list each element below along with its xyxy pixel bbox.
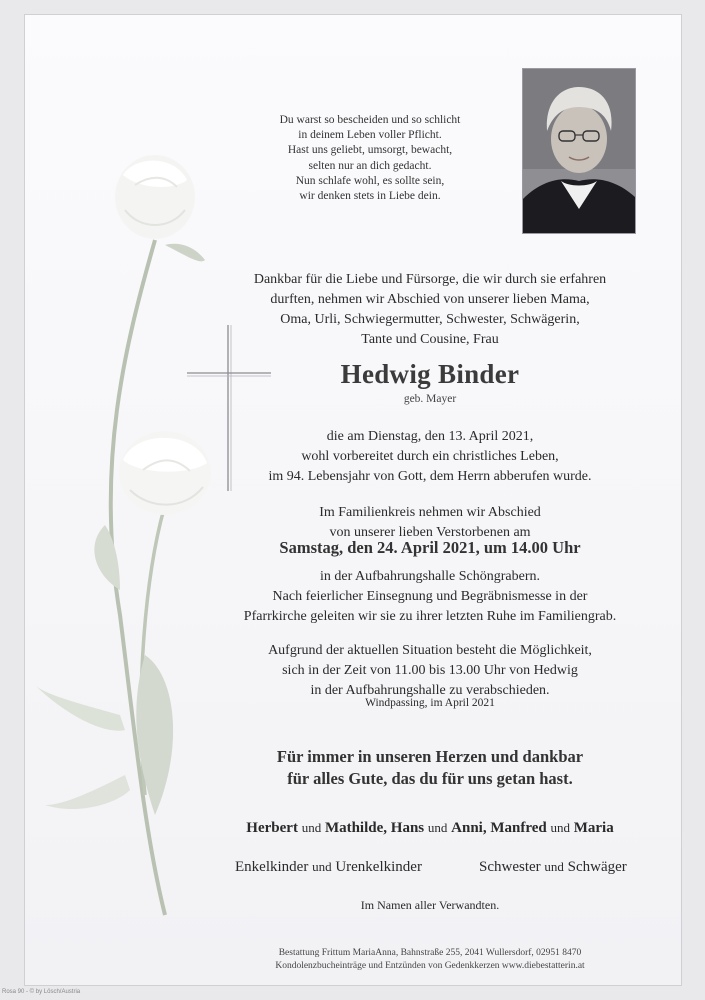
intro-text — [215, 270, 645, 350]
family-line: von unserer lieben Verstorbenen am — [329, 525, 531, 540]
death-line: die am Dienstag, den 13. April 2021, — [326, 429, 534, 444]
poem-line: selten nur an dich gedacht. — [308, 159, 432, 172]
death-notice — [215, 427, 645, 487]
poem-line: Du warst so bescheiden und so schlicht — [279, 114, 461, 126]
funeral-home-footer — [215, 947, 645, 973]
obituary-sheet — [24, 14, 682, 986]
situation-line: in der Aufbahrungshalle zu verabschieden. — [310, 683, 550, 698]
death-line: wohl vorbereitet durch ein christliches Leben, — [301, 449, 559, 464]
poem-line: in deinem Leben voller Pflicht. — [298, 129, 442, 142]
lower-rose — [119, 431, 211, 515]
conjunction: und — [544, 859, 564, 874]
situation-line: sich in der Zeit von 11.00 bis 13.00 Uhr von Hedwig — [282, 663, 578, 678]
mourner-name: Hans — [390, 820, 425, 836]
on-behalf-line: Im Namen aller Verwandten. — [360, 898, 500, 912]
ceremony-date: Samstag, den 24. April 2021, um 14.00 Uhr — [279, 538, 581, 557]
ceremony-line: Pfarrkirche geleiten wir sie zu ihrer letzten Ruhe im Familiengrab. — [243, 609, 617, 624]
top-rose — [115, 155, 195, 239]
maiden-name: geb. Mayer — [403, 393, 457, 405]
family-circle-text — [215, 503, 645, 543]
closing-words — [215, 746, 645, 790]
poem-line: wir denken stets in Liebe dein. — [299, 190, 441, 203]
siblings-line — [479, 859, 627, 876]
closing-line: Für immer in unseren Herzen und dankbar — [276, 747, 584, 766]
relative-group: Urenkelkinder — [335, 859, 422, 875]
ceremony-details — [215, 567, 645, 627]
poem-line: Nun schlafe wohl, es sollte sein, — [295, 174, 445, 187]
conjunction: und — [301, 820, 322, 835]
intro-line: Dankbar für die Liebe und Fürsorge, die wir durch sie erfahren — [253, 272, 607, 287]
relative-group: Enkelkinder — [235, 859, 309, 875]
footer-line: Bestattung Frittum MariaAnna, Bahnstraße 255, 2041 Wullersdorf, 02951 8470 — [278, 948, 582, 958]
relative-group: Schwäger — [567, 859, 627, 875]
ceremony-line: Nach feierlicher Einsegnung und Begräbnismesse in der — [272, 589, 588, 604]
place-and-date: Windpassing, im April 2021 — [365, 697, 495, 709]
family-line: Im Familienkreis nehmen wir Abschied — [319, 505, 541, 520]
portrait-image — [523, 69, 635, 233]
intro-line: durften, nehmen wir Abschied von unserer lieben Mama, — [270, 292, 590, 307]
deceased-name: Hedwig Binder — [340, 359, 520, 389]
grandchildren-line — [235, 859, 422, 876]
design-credit: Rosa 90 - © by Lösch/Austria — [2, 989, 81, 995]
poem-line: Hast uns geliebt, umsorgt, bewacht, — [287, 144, 453, 157]
ceremony-line: in der Aufbahrungshalle Schöngrabern. — [319, 569, 541, 584]
situation-line: Aufgrund der aktuellen Situation besteht die Möglichkeit, — [268, 643, 592, 658]
mourner-name: Manfred — [490, 820, 547, 836]
intro-line: Tante und Cousine, Frau — [361, 332, 499, 347]
intro-line: Oma, Urli, Schwiegermutter, Schwester, Schwägerin, — [280, 312, 580, 327]
portrait-photo — [522, 68, 636, 234]
footer-line: Kondolenzbucheinträge und Entzünden von Gedenkkerzen www.diebestatterin.at — [275, 961, 585, 971]
closing-line: für alles Gute, das du für uns getan hast. — [287, 769, 573, 788]
mourner-name: Mathilde, — [324, 820, 388, 836]
conjunction: und — [550, 820, 570, 835]
situation-notice — [215, 641, 645, 701]
relative-group: Schwester — [479, 859, 541, 875]
mourner-name: Anni, — [451, 820, 487, 836]
conjunction: und — [312, 859, 332, 874]
memorial-poem — [205, 113, 535, 204]
mourners-list — [215, 820, 645, 837]
conjunction: und — [427, 820, 448, 835]
mourner-name: Herbert — [246, 820, 298, 836]
death-line: im 94. Lebensjahr von Gott, dem Herrn abberufen wurde. — [268, 469, 592, 484]
mourner-name: Maria — [573, 820, 614, 836]
